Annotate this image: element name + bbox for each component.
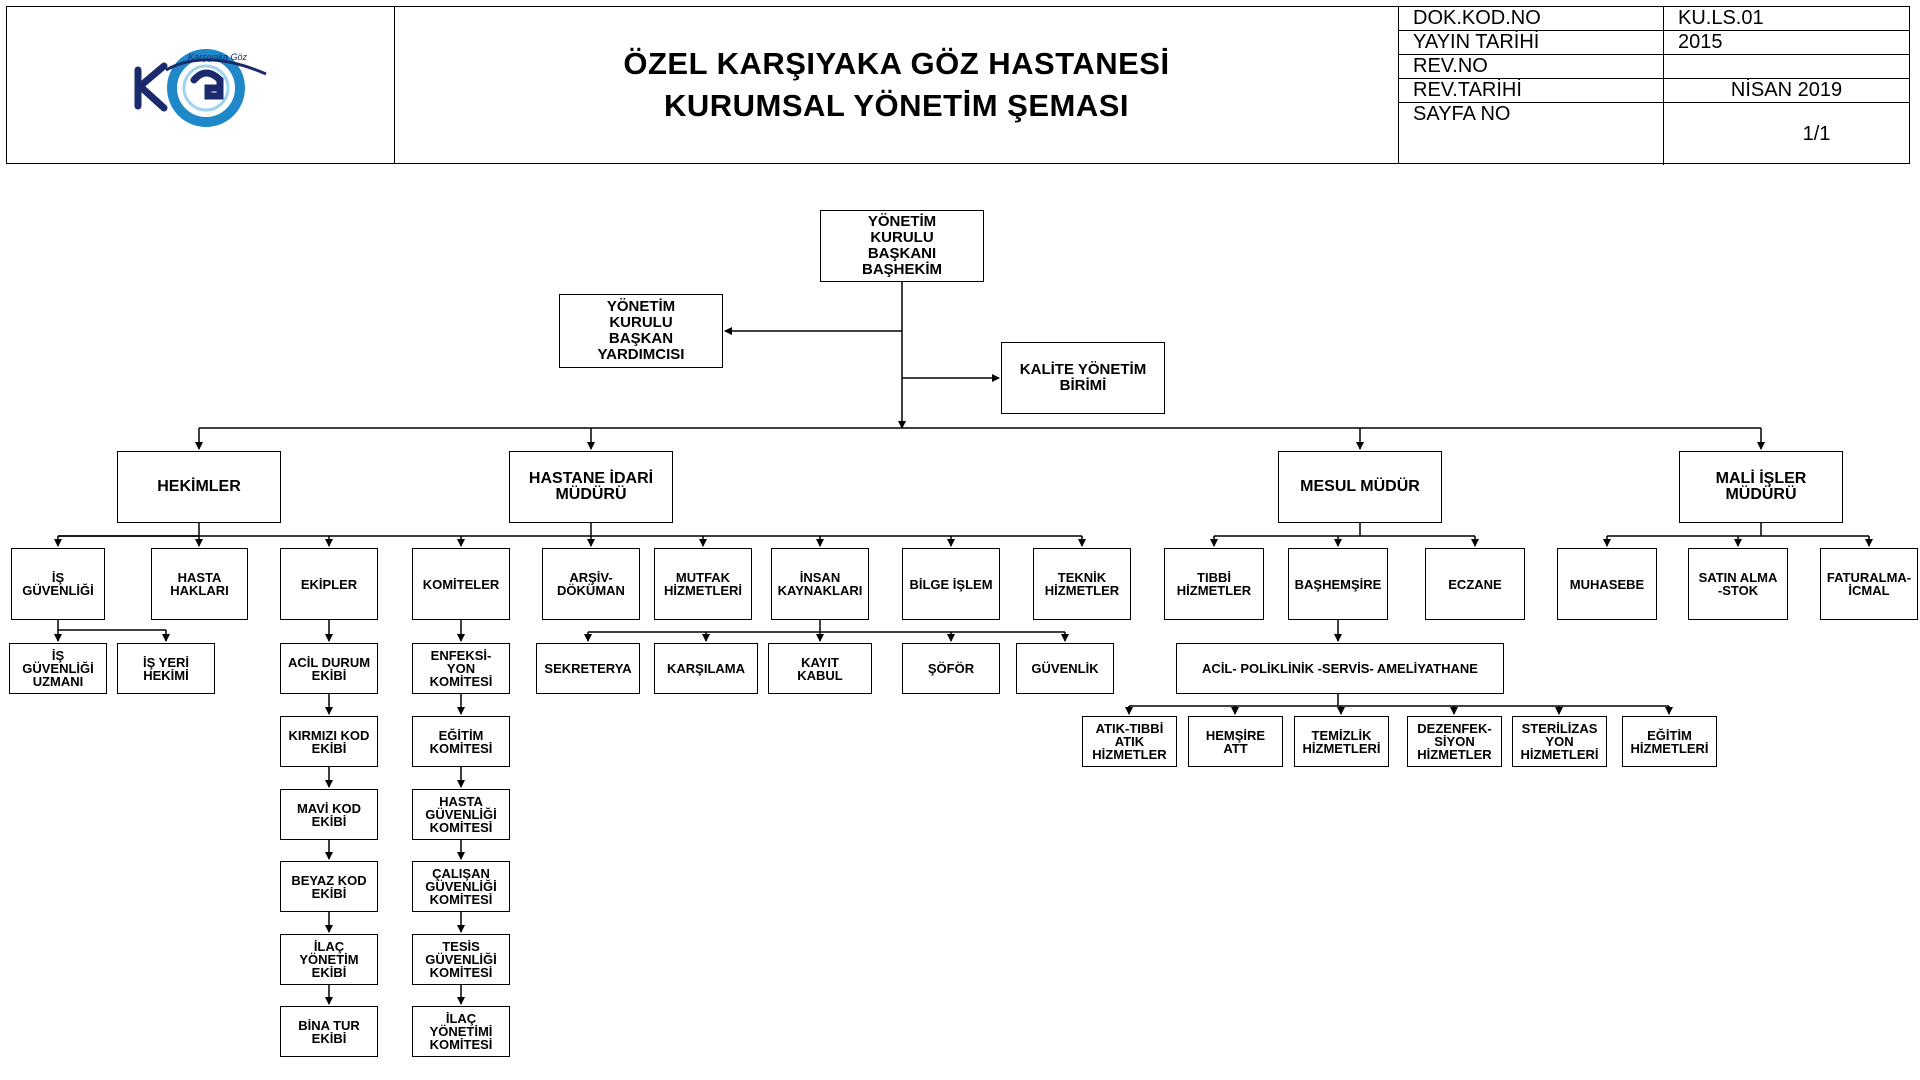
org-box-white-code-team: BEYAZ KOD EKİBİ [280, 861, 378, 912]
org-box-safety-specialist: İŞ GÜVENLİĞİ UZMANI [9, 643, 107, 694]
org-box-drug-mgmt-team: İLAÇ YÖNETİM EKİBİ [280, 934, 378, 985]
meta-label-page-no: SAYFA NO [1413, 103, 1511, 125]
org-box-patient-rights: HASTA HAKLARI [151, 548, 248, 620]
org-box-finance-director: MALİ İŞLER MÜDÜRÜ [1679, 451, 1843, 523]
org-box-disinfection-services: DEZENFEK- SİYON HİZMETLER [1407, 716, 1502, 767]
document-title-line1: ÖZEL KARŞIYAKA GÖZ HASTANESİ [623, 46, 1170, 81]
meta-label-doc-code: DOK.KOD.NO [1399, 7, 1663, 31]
org-box-quality-unit: KALİTE YÖNETİM BİRİMİ [1001, 342, 1165, 414]
org-box-education-services: EĞİTİM HİZMETLERİ [1622, 716, 1717, 767]
org-box-infection-committee: ENFEKSİ- YON KOMİTESİ [412, 643, 510, 694]
meta-value-publish-date: 2015 [1663, 31, 1909, 55]
org-box-clinical-units: ACİL- POLİKLİNİK -SERVİS- AMELİYATHANE [1176, 643, 1504, 694]
org-box-red-code-team: KIRMIZI KOD EKİBİ [280, 716, 378, 767]
meta-value-page-no: 1/1 [1663, 103, 1909, 165]
org-box-head-nurse: BAŞHEMŞİRE [1288, 548, 1388, 620]
org-box-nurse-att: HEMŞİRE ATT [1188, 716, 1283, 767]
org-box-archive: ARŞİV- DÖKÜMAN [542, 548, 640, 620]
org-box-accounting: MUHASEBE [1557, 548, 1657, 620]
meta-label-rev-date: REV.TARİHİ [1399, 79, 1663, 103]
org-box-facility-safety-committee: TESİS GÜVENLİĞİ KOMİTESİ [412, 934, 510, 985]
org-box-building-tour-team: BİNA TUR EKİBİ [280, 1006, 378, 1057]
org-box-it: BİLGE İŞLEM [902, 548, 1000, 620]
meta-value-rev-date: NİSAN 2019 [1663, 79, 1909, 103]
org-box-physicians: HEKİMLER [117, 451, 281, 523]
org-box-employee-safety-committee: ÇALIŞAN GÜVENLİĞİ KOMİTESİ [412, 861, 510, 912]
org-box-occupational-safety: İŞ GÜVENLİĞİ [11, 548, 105, 620]
org-box-board-president: YÖNETİM KURULU BAŞKANI BAŞHEKİM [820, 210, 984, 282]
logo-text: Karşıyaka Göz [187, 52, 247, 62]
meta-label-rev-no: REV.NO [1399, 55, 1663, 79]
org-box-cleaning-services: TEMİZLİK HİZMETLERİ [1294, 716, 1389, 767]
org-box-emergency-team: ACİL DURUM EKİBİ [280, 643, 378, 694]
org-box-security: GÜVENLİK [1016, 643, 1114, 694]
org-box-sterilization-services: STERİLİZAS YON HİZMETLERİ [1512, 716, 1607, 767]
org-box-reception: KARŞILAMA [654, 643, 758, 694]
meta-label-publish-date: YAYIN TARİHİ [1399, 31, 1663, 55]
org-box-purchasing: SATIN ALMA -STOK [1688, 548, 1788, 620]
org-box-patient-safety-committee: HASTA GÜVENLİĞİ KOMİTESİ [412, 789, 510, 840]
meta-value-doc-code: KU.LS.01 [1663, 7, 1909, 31]
org-box-registration: KAYIT KABUL [768, 643, 872, 694]
org-box-billing: FATURALMA- İCMAL [1820, 548, 1918, 620]
org-box-committees: KOMİTELER [412, 548, 510, 620]
org-box-technical: TEKNİK HİZMETLER [1033, 548, 1131, 620]
document-title-line2: KURUMSAL YÖNETİM ŞEMASI [663, 88, 1130, 123]
org-box-workplace-doctor: İŞ YERİ HEKİMİ [117, 643, 215, 694]
org-box-responsible-director: MESUL MÜDÜR [1278, 451, 1442, 523]
org-box-medical-services: TIBBİ HİZMETLER [1164, 548, 1264, 620]
org-box-education-committee: EĞİTİM KOMİTESİ [412, 716, 510, 767]
org-box-blue-code-team: MAVİ KOD EKİBİ [280, 789, 378, 840]
org-box-board-deputy: YÖNETİM KURULU BAŞKAN YARDIMCISI [559, 294, 723, 368]
org-box-teams: EKİPLER [280, 548, 378, 620]
org-box-waste-services: ATIK-TIBBİ ATIK HİZMETLER [1082, 716, 1177, 767]
org-box-pharmacy: ECZANE [1425, 548, 1525, 620]
org-box-admin-director: HASTANE İDARİ MÜDÜRÜ [509, 451, 673, 523]
org-box-drug-committee: İLAÇ YÖNETİMİ KOMİTESİ [412, 1006, 510, 1057]
org-box-secretariat: SEKRETERYA [536, 643, 640, 694]
org-box-driver: ŞÖFÖR [902, 643, 1000, 694]
org-box-kitchen: MUTFAK HİZMETLERİ [654, 548, 752, 620]
org-box-hr: İNSAN KAYNAKLARI [771, 548, 869, 620]
